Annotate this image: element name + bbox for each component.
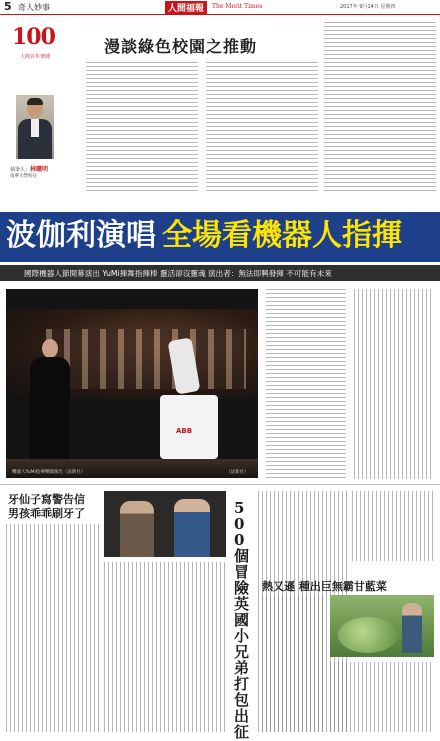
author-label: 執筆人： — [10, 167, 31, 173]
page-header — [0, 0, 440, 15]
column-body-1 — [86, 62, 198, 194]
logo-mark — [8, 24, 70, 52]
author-name: 林聰明 — [30, 166, 49, 173]
author-hair — [27, 98, 43, 105]
right-column-body — [352, 491, 436, 561]
section-title: 奇人妙事 — [18, 3, 50, 12]
garden-body-1 — [262, 595, 326, 732]
adventure-title-text: 500個冒險 英國小兄弟打包出征 — [234, 499, 250, 741]
column-body-3 — [324, 22, 436, 194]
tooth-title-line2: 男孩乖乖刷牙了 — [8, 507, 85, 520]
masthead-en: The Merit Times — [212, 3, 263, 10]
photo-credit: （法新社） — [226, 470, 249, 475]
logo-number: 100 — [12, 24, 55, 50]
lead-headline-part1: 波伽利演唱 — [6, 218, 156, 253]
masthead: 人間福報 — [165, 1, 207, 14]
gardener — [402, 603, 422, 653]
column-title: 漫談綠色校園之推動 — [104, 37, 258, 56]
page-number: 5 — [4, 0, 12, 13]
author-title: 南華大學校長 — [10, 174, 37, 179]
photo-caption: 機器人YuMi指揮樂團演出（法新社） — [12, 470, 86, 475]
author-photo — [16, 95, 54, 159]
conductor-head — [42, 339, 58, 358]
garden-title: 熱又遜 種出巨無霸甘藍菜 — [262, 580, 387, 593]
lead-headline-part2: 全場看機器人指揮 — [162, 218, 402, 253]
adventure-title — [234, 500, 254, 740]
column-body-2 — [206, 62, 318, 194]
robot-brand: ABB — [176, 427, 193, 435]
author-byline — [10, 164, 48, 173]
conductor-figure — [28, 339, 74, 478]
issue-date: 2017年 9月14日 星期四 — [340, 4, 396, 10]
lead-body-1 — [266, 289, 346, 479]
lead-body-2 — [354, 289, 434, 479]
robot-arm — [167, 337, 200, 394]
lead-subheadline: 國際機器人節開幕演出 YuMi揮舞指揮棒 靈活卻沒靈魂 演出者：無法即興發揮 不可能有未來 — [24, 269, 332, 278]
tooth-body — [6, 524, 100, 732]
logo-caption: 人間百年筆陣 — [20, 54, 51, 60]
garden-photo — [330, 595, 434, 657]
lead-photo — [6, 289, 258, 478]
garden-body-2 — [330, 662, 434, 732]
boy-left — [120, 501, 154, 557]
author-shirt — [31, 119, 39, 137]
adventure-body-1 — [104, 562, 226, 732]
robot-arm-figure — [152, 339, 222, 459]
cabbage — [338, 617, 398, 653]
column-logo — [8, 22, 74, 62]
tooth-title-line1: 牙仙子寫警告信 — [8, 493, 85, 506]
section-divider — [0, 484, 440, 485]
